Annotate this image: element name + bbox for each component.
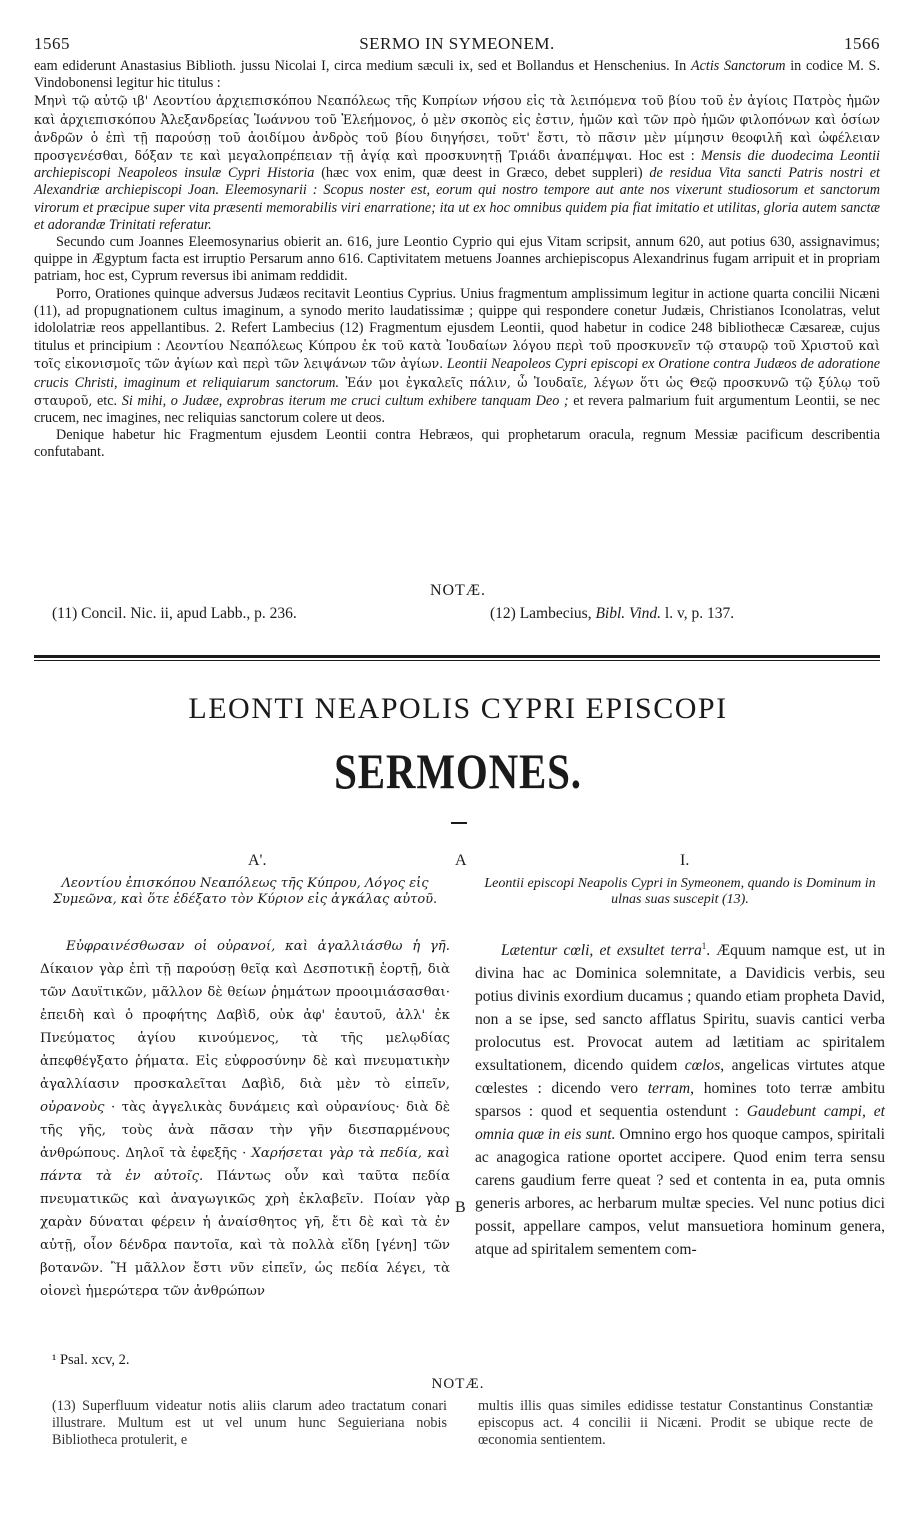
section-divider-thick [34,655,880,658]
intro-paragraph-1: eam ediderunt Anastasius Biblioth. jussu Nicolai I, circa medium sæculi ix, sed et Bollandus et Henschenius. In Actis Sanctorum in codice M. S. Vindobonensi legitur hic titulus : [34,58,880,92]
footnote-11: (11) Concil. Nic. ii, apud Labb., p. 236. [52,605,297,622]
footnote-13-left: (13) Superfluum videatur notis aliis clarum adeo tractatum conari illustrare. Multum est ut vel unum hunc Seguieriana nobis Bibliotheca protulerit, e [52,1398,447,1448]
intro-paragraph-2: Μηνὶ τῷ αὐτῷ ιβ' Λεοντίου ἀρχιεπισκόπου Νεαπόλεως τῆς Κυπρίων νήσου εἰς τὰ λειπόμενα τοῦ βίου τοῦ ἐν ἁγίοις Πατρὸς ἡμῶν καὶ ἀρχιεπισκόπου Ἀλεξανδρείας Ἰωάννου τοῦ Ἐλεήμονος, ὁ μὲν σκοπὸς εἰς ἐστιν, ἡμῶν καὶ τῶν πρὸ ἡμῶν φιλοπόνων καὶ ὁσίων ἀνδρῶν ὁ ἐπὶ τῇ παρούσῃ τοῦ ἀοιδίμου ἀνδρὸς τοῦ βίου διηγήσει, τοῦτ' ἔστι, τὸ πᾶσιν μὲν μίμησιν θεοφιλῆ καὶ ὠφέλειαν προσγενέσθαι, δόξαν τε καὶ μεγαλοπρέπειαν τῇ ἁγίᾳ καὶ προσκυνητῇ Τριάδι ἀναπέμψαι. Hoc est : Mensis die duodecima Leontii archiepiscopi Neapoleos insulæ Cypri Historia (hæc vox enim, quæ deest in Græco, debet suppleri) de residua Vita sancti Patris nostri et Alexandriæ archiepiscopi Joan. Eleemosynarii : Scopus noster est, eorum qui nostro tempore aut ante nos vixerunt studiosorum et sanctorum virorum et præcipue super vita præsenti memorabilis viri enarratione; ita ut ex hoc omnibus quidem pia fiat imitatio et utilitas, gloria autem sanctæ et adorandæ Trinitati referatur. [34,93,880,233]
running-header [34,34,880,58]
notes-heading: NOTÆ. [429,582,487,599]
margin-letter-b: B [455,1199,466,1216]
title-dash [451,822,467,824]
left-column-number: Α'. [248,852,267,869]
introduction-text [34,58,880,462]
greek-title-quote: Μηνὶ τῷ αὐτῷ ιβ' Λεοντίου ἀρχιεπισκόπου Νεαπόλεως τῆς Κυπρίων νήσου εἰς τὰ λειπόμενα τοῦ βίου τοῦ ἐν ἁγίοις Πατρὸς ἡμῶν καὶ ἀρχιεπισκόπου Ἀλεξανδρείας Ἰωάννου τοῦ Ἐλεήμονος, ὁ μὲν σκοπὸς εἰς ἐστιν, ἡμῶν καὶ τῶν πρὸ ἡμῶν φιλοπόνων καὶ ὁσίων ἀνδρῶν ὁ ἐπὶ τῇ παρούσῃ τοῦ ἀοιδίμου ἀνδρὸς τοῦ βίου διηγήσει, τοῦτ' ἔστι, τὸ πᾶσιν μὲν μίμησιν θεοφιλῆ καὶ ὠφέλειαν προσγενέσθαι, δόξαν τε καὶ μεγαλοπρέπειαν τῇ ἁγίᾳ καὶ προσκυνητῇ Τριάδι ἀναπέμψαι. [34,93,880,164]
page-number-right: 1566 [844,34,880,53]
section-title: LEONTI NEAPOLIS CYPRI EPISCOPI [188,692,728,725]
footnote-13-right: multis illis quas similes edidisse testatur Constantinus Constantiæ episcopus act. 4 concilii ii Nicæni. Prodit se ubique recte de œconomia sentientem. [478,1398,873,1448]
section-divider-thin [34,660,880,661]
section-subtitle: SERMONES. [334,743,582,799]
running-title: SERMO IN SYMEONEM. [359,34,555,53]
intro-paragraph-4: Porro, Orationes quinque adversus Judæos recitavit Leontius Cyprius. Unius fragmentum amplissimum legitur in actione quarta concilii Nicæni (11), ad propugnationem cultus imaginum, a synodo merito laudatissimæ ; quippe qui respondere conetur Judæis, Christianos Iconolatras, velut idololatriæ reos appellantibus. 2. Refert Lambecius (12) Fragmentum ejusdem Leontii, quod habetur in codice 248 bibliothecæ Cæsareæ, cujus titulus et principium : Λεοντίου Νεαπόλεως Κύπρου ἐκ τοῦ κατὰ Ἰουδαίων λόγου περὶ τοῦ προσκυνεῖν τῷ σταυρῷ τοῦ Χριστοῦ καὶ τοῖς εἰκονισμοῖς τῶν ἁγίων καὶ περὶ τῶν λειψάνων τῶν ἁγίων. Leontii Neapoleos Cypri episcopi ex Oratione contra Judæos de adoratione crucis Christi, imaginum et reliquiarum sanctorum. Ἐάν μοι ἐγκαλεῖς πάλιν, ὦ Ἰουδαῖε, λέγων ὅτι ὡς Θεῷ προσκυνῶ τῷ ξύλῳ τοῦ σταυροῦ, etc. Si mihi, o Judæe, exprobras iterum me cruci cultum exhibere tanquam Deo ; et revera palmarium fuit argumentum Leontii, se nec crucem, nec imagines, nec reliquias sanctorum colere ut deos. [34,285,880,427]
page-number-left: 1565 [34,34,70,53]
latin-column: Lætentur cœli, et exsultet terra$^1$. Æquum namque est, ut in divina hac ac Dominica solemnitate, a Davidicis verbis, seu potius divinis exordium ducamus ; quando etiam propheta David, non a se ipse, sed sancto afflatus Spiritu, suavis cantici verba prolocutus est. Provocat autem ad lætitiam ac spiritalem exsultationem, dicendo quidem cœlos, angelicas virtutes atque cœlestes : dicendo vero terram, homines toto terræ ambitu sparsos : quod et sequentia ostendunt : Gaudebunt campi, et omnia quæ in eis sunt. Omnino ergo hos quoque campos, spiritali ac anagogica ratione oportet accipere. Quod enim terra sensu carens gaudium ferre queat ? sed et contenta in ea, puta omnis generis arbores, ac herbarum multæ species. Vel nunc potius dici possit, appellare campos, velut mansuetiora hominum genera, atque ad spiritalem sementem com- [475,941,885,1259]
greek-column: Εὐφραινέσθωσαν οἱ οὐρανοί, καὶ ἀγαλλιάσθω ἡ γῆ. Δίκαιον γὰρ ἐπὶ τῇ παρούσῃ θεῖᾳ καὶ Δεσποτικῇ ἑορτῇ, διὰ τῶν Δαυϊτικῶν, μᾶλλον δὲ θείων ῥημάτων προοιμιάσασθαι· ἐπειδὴ καὶ ὁ προφήτης Δαβὶδ, οὐκ ἀφ' ἑαυτοῦ, ἀλλ' ἐκ Πνεύματος ἁγίου κινούμενος, τὰ τῆς μελῳδίας ἀπεφθέγξατο ῥήματα. Εἰς εὐφροσύνην δὲ καὶ πνευματικὴν ἀγαλλίασιν προσκαλεῖται Δαβὶδ, διὰ μὲν τὸ εἰπεῖν, οὐρανοὺς · τὰς ἀγγελικὰς δυνάμεις καὶ οὐρανίους· διὰ δὲ τῆς γῆς, τοὺς ἀνὰ πᾶσαν τὴν γῆν διεσπαρμένους ἀνθρώπους. Δηλοῖ τὰ ἐφεξῆς · Χαρήσεται γὰρ τὰ πεδία, καὶ πάντα τὰ ἐν αὐτοῖς. Πάντως οὖν καὶ ταῦτα πεδία πνευματικῶς καὶ ἀναγωγικῶς χρὴ ἐκλαβεῖν. Ποίαν γὰρ χαρὰν δύναται φέρειν ἡ ἀναίσθητος γῆ, ἔτι δὲ καὶ τὰ ἐν αὐτῇ, οἷον δένδρα παντοῖα, καὶ τὰ πολλὰ εἴδη [γένη] τῶν βοτανῶν. Ἢ μᾶλλον ἔστι νῦν εἰπεῖν, ὡς πεδία λέγει, τὰ οἱονεὶ ἡμερώτερα τῶν ἀνθρώπων [40,939,450,1299]
left-column-heading: Λεοντίου ἐπισκόπου Νεαπόλεως τῆς Κύπρου, Λόγος εἰς Συμεῶνα, καὶ ὅτε ἐδέξατο τὸν Κύριον εἰς ἀγκάλας αὐτοῦ. [52,876,438,907]
center-margin-letter-a: A [455,852,467,869]
right-column-number: I. [680,852,690,869]
footnote-12: (12) Lambecius, Bibl. Vind. l. v, p. 137. [490,605,735,622]
notes-heading-bottom: NOTÆ. [431,1376,485,1392]
psalm-reference: ¹ Psal. xcv, 2. [52,1352,130,1368]
intro-paragraph-3: Secundo cum Joannes Eleemosynarius obierit an. 616, jure Leontio Cyprio qui ejus Vitam scripsit, annum 620, aut potius 630, assignavimus; quippe in Ægyptum facta est irruptio Persarum anno 616. Captivitatem metuens Joannes archiepiscopus Alexandrinus fugam arripuit et in propriam patriam, hoc est, Cyprum reversus ibi animam reddidit. [34,234,880,285]
intro-paragraph-5: Denique habetur hic Fragmentum ejusdem Leontii contra Hebræos, qui prophetarum oracula, regnum Messiæ pacificum describentia confutabant. [34,427,880,461]
right-column-heading: Leontii episcopi Neapolis Cypri in Symeonem, quando is Dominum in ulnas suas suscepit (13). [484,876,876,907]
